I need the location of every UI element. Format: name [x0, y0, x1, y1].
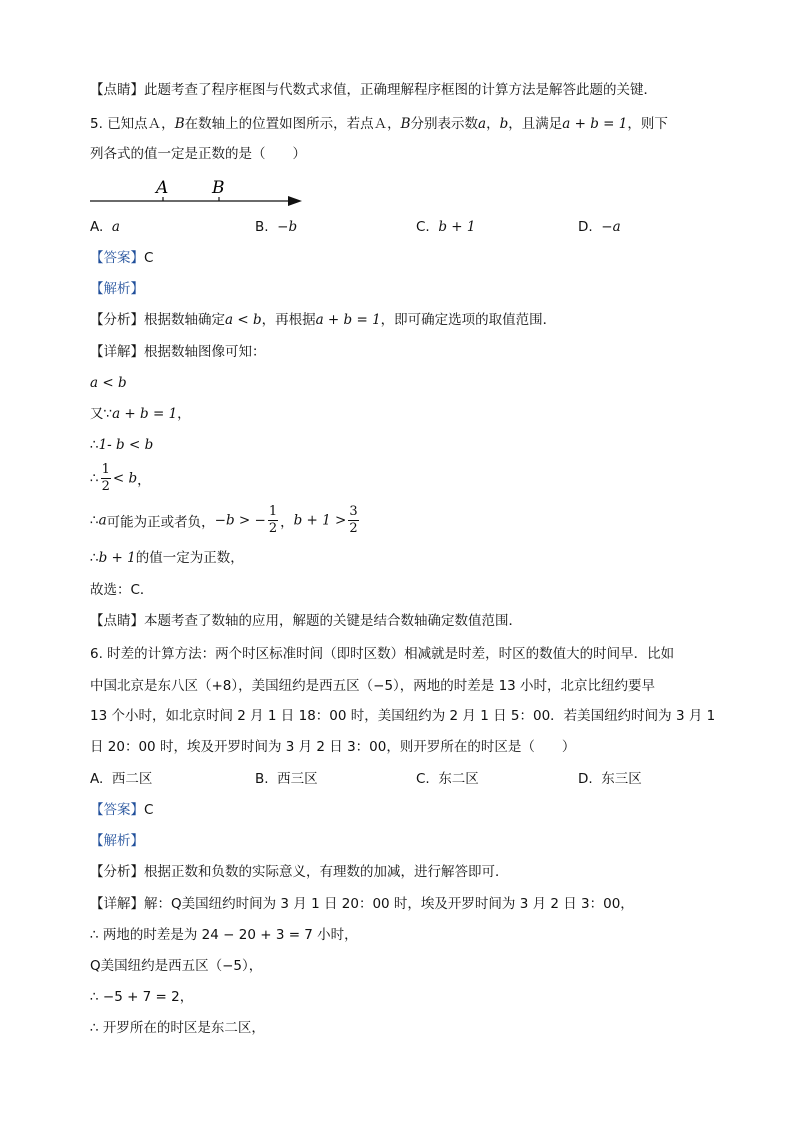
option-d[interactable]	[578, 769, 642, 789]
point-a-label: A	[156, 178, 169, 198]
step-suffix: ，	[137, 472, 151, 489]
q6-step-1: ∴ 两地的时差是为 24 − 20 + 3 = 7 小时，	[90, 927, 358, 943]
step-suffix: ，	[177, 406, 191, 422]
option-label: A.	[90, 771, 104, 787]
stem-text: ，则下	[627, 116, 668, 132]
step-prefix: ∴	[90, 550, 99, 566]
detail-text: 根据数轴图像可知：	[144, 344, 266, 360]
answer-value: C	[144, 250, 154, 266]
option-value: 东二区	[438, 771, 479, 787]
q5-fenxi	[90, 310, 556, 330]
q5-point	[90, 611, 522, 631]
option-c[interactable]	[416, 217, 475, 237]
fenxi-text: ，即可确定选项的取值范围．	[380, 312, 557, 328]
option-a[interactable]	[90, 217, 120, 237]
math-condition: a + b = 1	[562, 116, 628, 132]
fraction-one-half	[268, 504, 278, 537]
q6-analysis-tag: 【解析】	[90, 833, 144, 849]
fenxi-tag: 【分析】	[90, 312, 144, 328]
option-label: B.	[255, 771, 269, 787]
q5-detail	[90, 342, 266, 362]
point-text: 本题考查了数轴的应用，解题的关键是结合数轴确定数值范围．	[144, 613, 522, 629]
q6-step-2: Q美国纽约是西五区（−5），	[90, 958, 263, 974]
step-2	[90, 404, 191, 424]
option-value: 西三区	[277, 771, 318, 787]
math-expr: −b > −	[214, 512, 266, 529]
option-value: a	[111, 219, 120, 235]
step-prefix: 又∵	[90, 406, 113, 422]
option-value: −b	[277, 219, 298, 235]
q6-step-3: ∴ −5 + 7 = 2，	[90, 989, 194, 1005]
q6-answer	[90, 800, 153, 820]
step-1: a < b	[90, 375, 127, 391]
stem-text: ，	[486, 116, 500, 132]
answer-value: C	[144, 802, 154, 818]
option-c[interactable]	[416, 769, 479, 789]
denominator: 2	[349, 521, 358, 536]
stem-text: 分别表示数	[410, 116, 479, 132]
step-prefix: ∴	[90, 512, 99, 529]
q6-fenxi	[90, 862, 509, 882]
math-var: B	[400, 116, 411, 132]
option-value: 西二区	[111, 771, 153, 787]
q6-stem-line3: 13 个小时，如北京时间 2 月 1 日 18：00 时，美国纽约为 2 月 1 日 5：00．若美国纽约时间为 3 月 1	[90, 708, 716, 724]
option-label: C.	[416, 771, 430, 787]
step-5	[90, 504, 361, 537]
detail-tag: 【详解】	[90, 344, 144, 360]
option-value: 东三区	[601, 771, 642, 787]
fraction-one-half	[101, 462, 111, 495]
math-expr: b + 1 >	[293, 512, 347, 529]
q6-stem-line1: 6. 时差的计算方法：两个时区标准时间（即时区数）相减就是时差，时区的数值大的时间早．比如	[90, 646, 675, 662]
number-line-figure	[90, 174, 310, 210]
math-var: B	[174, 116, 185, 132]
point-b-label: B	[212, 178, 225, 198]
step-text: 的值一定为正数，	[135, 550, 244, 566]
fraction-three-halves	[348, 504, 358, 537]
option-a[interactable]	[90, 769, 152, 789]
option-label: B.	[255, 219, 269, 235]
option-value: −a	[601, 219, 621, 235]
q6-detail	[90, 894, 634, 914]
q5-answer	[90, 248, 153, 268]
number-line-arrow	[288, 196, 302, 206]
math-expr: a + b = 1	[112, 406, 178, 422]
fenxi-text: ，再根据	[261, 312, 316, 328]
q6-step-4: ∴ 开罗所在的时区是东二区，	[90, 1020, 265, 1036]
stem-text: 在数轴上的位置如图所示，若点Ａ，	[184, 116, 401, 132]
option-label: A.	[90, 219, 104, 235]
math-var: b	[499, 116, 509, 132]
fenxi-text: 根据正数和负数的实际意义，有理数的加减，进行解答即可．	[144, 864, 509, 880]
fenxi-text: 根据数轴确定	[144, 312, 225, 328]
numerator: 1	[268, 504, 278, 519]
math-expr: b + 1	[98, 550, 136, 566]
q5-analysis-tag: 【解析】	[90, 281, 144, 297]
step-text: 可能为正或者负，	[106, 514, 215, 531]
point-tag: 【点睛】	[90, 613, 144, 629]
math-expr: a + b = 1	[315, 312, 381, 328]
option-b[interactable]	[255, 217, 297, 237]
math-expr: a < b	[225, 312, 262, 328]
stem-text: ，且满足	[508, 116, 563, 132]
detail-tag: 【详解】	[90, 896, 144, 912]
option-value: b + 1	[438, 219, 476, 235]
option-label: D.	[578, 219, 593, 235]
fenxi-tag: 【分析】	[90, 864, 144, 880]
math-expr: 1- b < b	[98, 437, 154, 453]
prev-point-line	[90, 80, 657, 100]
q6-stem-line4: 日 20：00 时，埃及开罗时间为 3 月 2 日 3：00，则开罗所在的时区是（ ）	[90, 739, 576, 755]
denominator: 2	[101, 479, 110, 494]
option-label: D.	[578, 771, 593, 787]
step-prefix: ∴	[90, 437, 99, 453]
answer-tag: 【答案】	[90, 802, 144, 818]
step-7: 故选：C．	[90, 582, 154, 598]
point-text: 此题考查了程序框图与代数式求值，正确理解程序框图的计算方法是解答此题的关键．	[144, 82, 657, 98]
numerator: 1	[101, 462, 110, 477]
option-d[interactable]	[578, 217, 621, 237]
option-b[interactable]	[255, 769, 318, 789]
option-label: C.	[416, 219, 430, 235]
math-var: a	[98, 512, 107, 529]
q5-stem-line1	[90, 114, 668, 134]
answer-tag: 【答案】	[90, 250, 144, 266]
numerator: 3	[349, 504, 358, 519]
point-tag: 【点睛】	[90, 82, 144, 98]
q6-stem-line2: 中国北京是东八区（+8），美国纽约是西五区（−5），两地的时差是 13 小时，北京比纽约要早	[90, 678, 656, 694]
question-number: 5.	[90, 116, 103, 132]
step-text: ，	[280, 514, 294, 531]
detail-text: 解：Q美国纽约时间为 3 月 1 日 20：00 时，埃及开罗时间为 3 月 2 日 3：00，	[144, 896, 634, 912]
denominator: 2	[268, 521, 278, 536]
step-6	[90, 548, 244, 568]
math-expr: < b	[112, 470, 138, 487]
stem-text: 已知点Ａ，	[107, 116, 175, 132]
step-4	[90, 462, 151, 495]
math-var: a	[478, 116, 487, 132]
step-3	[90, 435, 153, 455]
step-prefix: ∴	[90, 470, 99, 487]
q5-stem-line2: 列各式的值一定是正数的是（ ）	[90, 146, 306, 162]
